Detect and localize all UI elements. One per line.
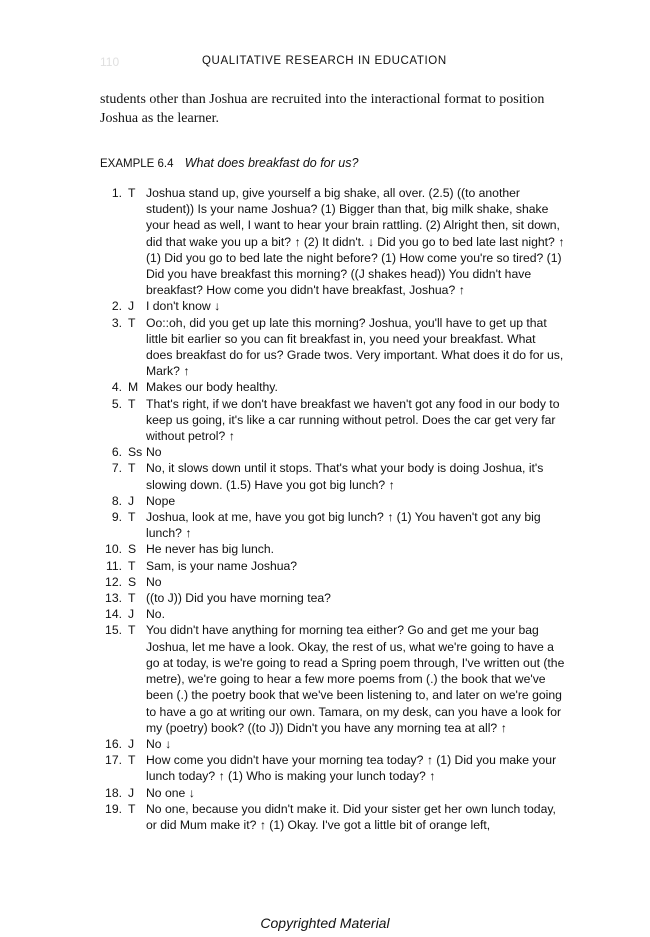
turn-text: I don't know ↓ xyxy=(146,299,221,314)
turn-speaker: S xyxy=(128,574,137,589)
turn-speaker: J xyxy=(128,785,135,800)
transcript-turn xyxy=(100,460,565,492)
intro-paragraph: students other than Joshua are recruited into the interactional format to position Joshua as the learner. xyxy=(100,92,545,126)
turn-speaker: T xyxy=(128,558,136,573)
turn-text: Oo::oh, did you get up late this morning? Joshua, you'll have to get up that little bit earlier so you can fit breakfast in, you need your breakfast. What does breakfast do for us? Grade twos. Very important. What does it do for us, Mark? ↑ xyxy=(146,315,564,379)
turn-text: Nope xyxy=(146,493,176,508)
example-title: What does breakfast do for us? xyxy=(184,156,359,170)
turn-number: 6. xyxy=(111,445,122,460)
turn-speaker: T xyxy=(128,186,136,200)
turn-speaker: J xyxy=(128,493,135,508)
turn-speaker: M xyxy=(128,380,139,395)
turn-text: No one ↓ xyxy=(146,785,195,800)
turn-speaker: J xyxy=(128,607,135,622)
example-heading xyxy=(100,156,358,170)
turn-speaker: J xyxy=(128,736,135,751)
turn-speaker: T xyxy=(128,396,136,411)
turn-number: 5. xyxy=(111,396,122,411)
transcript-turn xyxy=(100,315,565,380)
turn-number: 13. xyxy=(105,591,122,606)
turn-number: 2. xyxy=(111,299,122,314)
turn-number: 14. xyxy=(105,607,122,622)
turn-text: Joshua, look at me, have you got big lunch? ↑ (1) You haven't got any big lunch? ↑ xyxy=(146,510,541,541)
running-title: QUALITATIVE RESEARCH IN EDUCATION xyxy=(202,55,447,67)
page-number: 110 xyxy=(100,55,120,69)
turn-number: 1. xyxy=(111,186,122,200)
transcript-turn xyxy=(100,396,565,445)
turn-number: 16. xyxy=(105,736,122,751)
turn-number: 17. xyxy=(105,753,122,768)
turn-speaker: T xyxy=(128,461,136,476)
turn-text: No xyxy=(146,445,162,460)
turn-text: You didn't have anything for morning tea either? Go and get me your bag Joshua, let me have a look. Okay, the rest of us, what we're going to have a go at today, is we're going to read a Spring poem through, I've written out (the metre), we're going to hear a few more poems from (.) the book that we've been (.) the poetry book that we've been listening to, and later on we're going to have a go at writing our own. Tamara, on my desk, can you have a look for my (poetry) book? ((to J)) Didn't you have any morning tea at all? ↑ xyxy=(146,623,565,735)
turn-number: 10. xyxy=(105,542,122,557)
turn-text: ((to J)) Did you have morning tea? xyxy=(146,591,331,606)
turn-text: Joshua stand up, give yourself a big shake, all over. (2.5) ((to another student)) Is your name Joshua? (1) Bigger than that, big milk shake, shake your head as well, I want to hear your brain rattling. (2) Alright then, sit down, did that wake you up a bit? ↑ (2) It didn't. ↓ Did you go to bed late last night? ↑ (1) Did you go to bed late the night before? (1) How come you're so tired? (1) Did you have breakfast this morning? ((J shakes head)) You didn't have breakfast? How come you didn't have breakfast, Joshua? ↑ xyxy=(146,186,565,298)
transcript-turn xyxy=(100,785,565,801)
turn-number: 15. xyxy=(105,623,122,638)
turn-speaker: T xyxy=(128,753,136,768)
turn-number: 12. xyxy=(105,574,122,589)
turn-text: He never has big lunch. xyxy=(146,542,275,557)
page-header xyxy=(100,55,560,71)
turn-number: 9. xyxy=(111,510,122,525)
turn-speaker: T xyxy=(128,510,136,525)
transcript-turn xyxy=(100,493,565,509)
turn-number: 11. xyxy=(105,558,122,573)
turn-text: No ↓ xyxy=(146,736,172,751)
turn-number: 3. xyxy=(111,315,122,330)
transcript-turn xyxy=(100,509,565,541)
turn-speaker: S xyxy=(128,542,137,557)
turn-text: How come you didn't have your morning tea today? ↑ (1) Did you make your lunch today? ↑ (1) Who is making your lunch today? ↑ xyxy=(146,753,557,784)
transcript-turn xyxy=(100,379,565,395)
transcript-turn xyxy=(100,736,565,752)
example-label: EXAMPLE 6.4 xyxy=(100,158,174,170)
transcript-turn xyxy=(100,801,565,833)
turn-number: 4. xyxy=(111,380,122,395)
turn-number: 18. xyxy=(105,785,122,800)
turn-speaker: T xyxy=(128,315,136,330)
transcript-turn xyxy=(100,541,565,557)
turn-text: No, it slows down until it stops. That's what your body is doing Joshua, it's slowing down. (1.5) Have you got big lunch? ↑ xyxy=(146,461,544,492)
transcript-turn xyxy=(100,622,565,735)
copyright-footer: Copyrighted Material xyxy=(260,915,390,931)
turn-speaker: T xyxy=(128,623,136,638)
turn-text: No one, because you didn't make it. Did your sister get her own lunch today, or did Mum make it? ↑ (1) Okay. I've got a little bit of orange left, xyxy=(146,801,556,832)
turn-speaker: T xyxy=(128,801,136,816)
transcript-turn xyxy=(100,444,565,460)
transcript-turn xyxy=(100,752,565,784)
turn-text: No. xyxy=(146,607,165,622)
turn-number: 19. xyxy=(105,801,122,816)
transcript-turn xyxy=(100,558,565,574)
turn-text: That's right, if we don't have breakfast we haven't got any food in our body to keep us going, it's like a car running without petrol. Does the car get very far without petrol? ↑ xyxy=(146,396,560,444)
turn-number: 7. xyxy=(111,461,122,476)
transcript-turn xyxy=(100,185,565,298)
transcript-turn xyxy=(100,606,565,622)
turn-number: 8. xyxy=(111,493,122,508)
transcript-turn xyxy=(100,590,565,606)
turn-speaker: Ss xyxy=(128,445,143,460)
transcript xyxy=(100,185,565,833)
turn-speaker: J xyxy=(128,299,135,314)
turn-speaker: T xyxy=(128,591,136,606)
turn-text: Sam, is your name Joshua? xyxy=(146,558,298,573)
transcript-turn xyxy=(100,574,565,590)
transcript-turn xyxy=(100,298,565,314)
turn-text: Makes our body healthy. xyxy=(146,380,278,395)
turn-text: No xyxy=(146,574,162,589)
